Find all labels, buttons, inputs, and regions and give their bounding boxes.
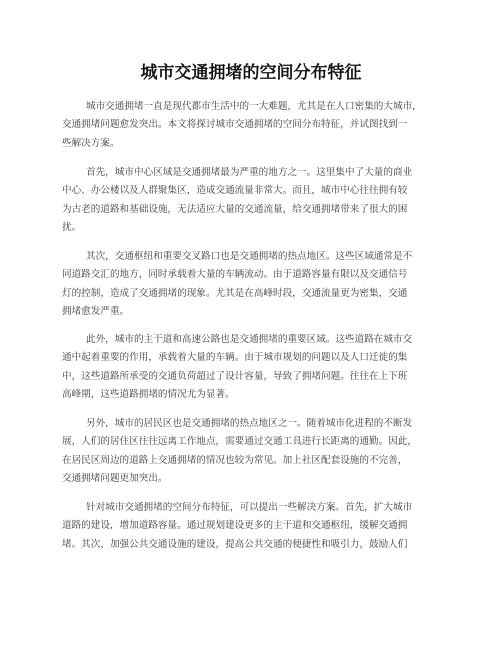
paragraph-line: 通中起着重要的作用，承载着大量的车辆。由于城市规划的问题以及人口迁徙的集 — [62, 352, 408, 364]
document-title: 城市交通拥堵的空间分布特征 — [140, 63, 362, 83]
paragraph-line: 交通拥堵问题更加突出。 — [62, 473, 168, 485]
paragraph-line: 在居民区周边的道路上交通拥堵的情况也较为常见。加上社区配套设施的不完善， — [62, 454, 408, 466]
paragraph-line: 此外，城市的主干道和高速公路也是交通拥堵的重要区域。这些道路在城市交 — [86, 334, 413, 345]
paragraph-line: 堵。其次，加强公共交通设施的建设，提高公共交通的便捷性和吸引力，鼓励人们 — [62, 538, 408, 550]
paragraph-hubs — [62, 248, 440, 322]
paragraph-intro — [62, 98, 440, 153]
paragraph-line: 展，人们的居住区往往远离工作地点，需要通过交通工具进行长距离的通勤。因此， — [62, 436, 417, 448]
paragraph-arterials — [62, 331, 440, 405]
paragraph-line: 另外，城市的居民区也是交通拥堵的热点地区之一。随着城市化进程的不断发 — [86, 418, 413, 429]
paragraph-line: 交通拥堵问题愈发突出。本文将探讨城市交通拥堵的空间分布特征，并试图找到一 — [62, 119, 408, 131]
paragraph-line: 中心、办公楼以及人群聚集区，造成交通流量非常大。而且，城市中心往往拥有较 — [62, 185, 408, 197]
paragraph-line: 针对城市交通拥堵的空间分布特征，可以提出一些解决方案。首先，扩大城市 — [86, 502, 413, 513]
paragraph-line: 拥堵愈发严重。 — [62, 306, 130, 318]
paragraph-solutions — [62, 499, 440, 554]
paragraph-line: 城市交通拥堵一直是现代都市生活中的一大难题，尤其是在人口密集的大城市， — [86, 101, 422, 112]
paragraph-line: 高峰期，这些道路拥堵的情况尤为显著。 — [62, 389, 235, 401]
paragraph-line: 为古老的道路和基础设施，无法适应大量的交通流量，给交通拥堵带来了很大的困 — [62, 203, 408, 215]
paragraph-city-center — [62, 164, 440, 238]
paragraph-residential — [62, 415, 440, 489]
paragraph-line: 些解决方案。 — [62, 137, 120, 149]
paragraph-line: 首先，城市中心区域是交通拥堵最为严重的地方之一。这里集中了大量的商业 — [86, 167, 413, 178]
paragraph-line: 同道路交汇的地方，同时承载着大量的车辆流动。由于道路容量有限以及交通信号 — [62, 269, 408, 281]
paragraph-line: 扰。 — [62, 222, 82, 234]
paragraph-line: 灯的控制，造成了交通拥堵的现象。尤其是在高峰时段，交通流量更为密集，交通 — [62, 287, 408, 299]
paragraph-line: 道路的建设，增加道路容量。通过规划建设更多的主干道和交通枢纽，缓解交通拥 — [62, 520, 408, 532]
paragraph-line: 其次，交通枢纽和重要交叉路口也是交通拥堵的热点地区。这些区域通常是不 — [86, 251, 413, 262]
paragraph-line: 中，这些道路所承受的交通负荷超过了设计容量，导致了拥堵问题。往往在上下班 — [62, 370, 408, 382]
